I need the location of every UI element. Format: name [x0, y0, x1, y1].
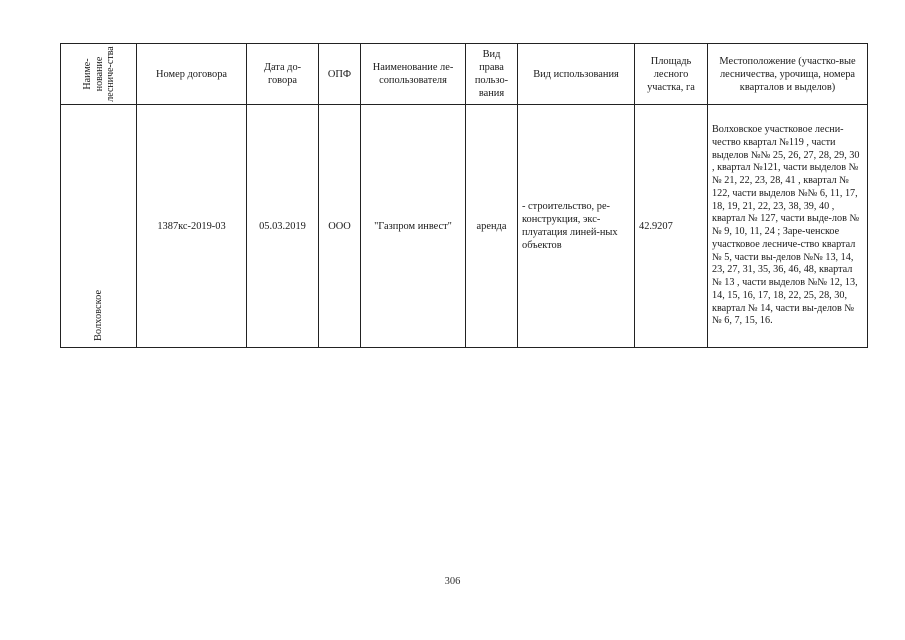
header-location: Местоположение (участко-вые лесничества, урочища, номера кварталов и выделов) [708, 44, 868, 105]
header-usage-type: Вид использования [518, 44, 635, 105]
cell-user-name: "Газпром инвест" [361, 105, 466, 348]
table-row [61, 105, 868, 348]
header-area: Площадь лесного участка, га [635, 44, 708, 105]
cell-contract-date: 05.03.2019 [247, 105, 319, 348]
cell-usage-type: - строительство, ре-конструкция, экс-плуатация линей-ных объектов [518, 105, 635, 348]
cell-forestry-label: Волховское [92, 289, 104, 341]
header-forestry [61, 44, 137, 105]
header-contract-date: Дата до-говора [247, 44, 319, 105]
lease-registry-table [60, 43, 868, 348]
cell-forestry [61, 105, 137, 348]
page-number: 306 [444, 576, 461, 587]
header-forestry-label: Наиме-нование лесниче-ства [81, 46, 116, 102]
header-opf: ОПФ [319, 44, 361, 105]
header-user-name: Наименование ле-сопользователя [361, 44, 466, 105]
header-right-type: Вид права пользо-вания [466, 44, 518, 105]
cell-area: 42.9207 [635, 105, 708, 348]
cell-location: Волховское участковое лесни-чество квартал №119 , части выделов №№ 25, 26, 27, 28, 29, 30 , квартал №121, части выделов №№ 21, 22, 23, 28, 41 , квартал № 122, части выделов №№ 6, 11, 17, 18, 19, 21, 22, 23, 38, 39, 40 , квартал № 127, части выде-лов №№ 9, 10, 11, 24 ; Заре-ченское участковое лесниче-ство квартал № 5, части вы-делов №№ 13, 14, 23, 27, 31, 35, 36, 46, 48, квартал № 13 , части выделов №№ 12, 13, 14, 15, 16, 17, 18, 22, 25, 28, 30, квартал № 14, части вы-делов №№ 6, 7, 15, 16. [708, 105, 868, 348]
cell-contract-number: 1387кс-2019-03 [137, 105, 247, 348]
cell-opf: ООО [319, 105, 361, 348]
header-contract-number: Номер договора [137, 44, 247, 105]
cell-right-type: аренда [466, 105, 518, 348]
table-header-row [61, 44, 868, 105]
